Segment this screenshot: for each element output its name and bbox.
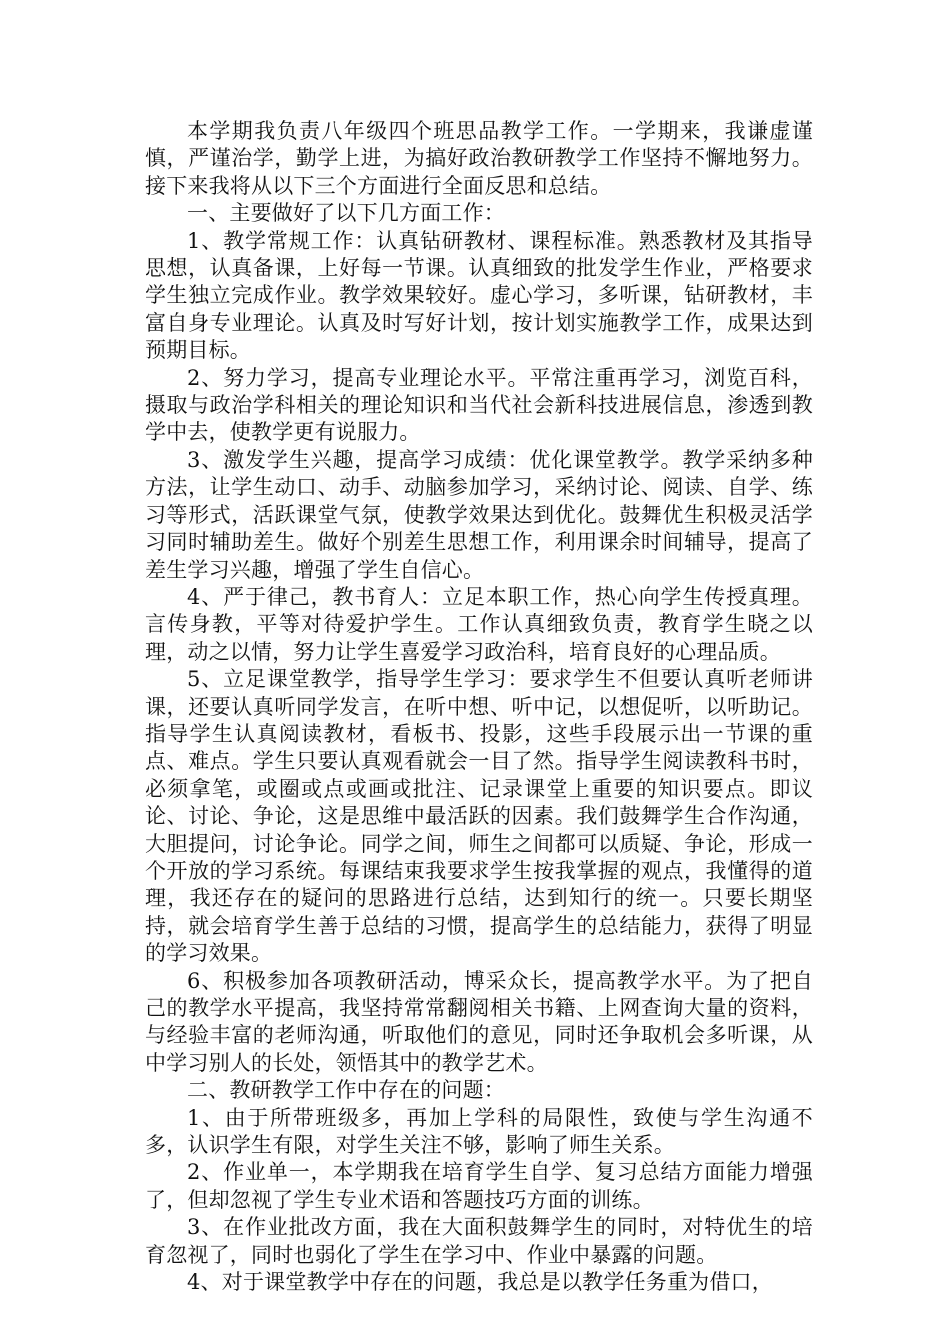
document-body	[145, 118, 813, 1296]
intro-paragraph: 本学期我负责八年级四个班思品教学工作。一学期来，我谦虚谨慎，严谨治学，勤学上进，为搞好政治教研教学工作坚持不懈地努力。接下来我将从以下三个方面进行全面反思和总结。	[145, 119, 813, 198]
work-item-4-paragraph: 4、严于律己，教书育人：立足本职工作，热心向学生传授真理。言传身教，平等对待爱护学生。工作认真细致负责，教育学生晓之以理，动之以情，努力让学生喜爱学习政治科，培育良好的心理品质。	[145, 584, 813, 664]
problem-item-1-paragraph: 1、由于所带班级多，再加上学科的局限性，致使与学生沟通不多，认识学生有限，对学生关注不够，影响了师生关系。	[145, 1105, 813, 1158]
section-heading-problems: 二、教研教学工作中存在的问题：	[187, 1078, 505, 1103]
work-item-5-paragraph: 5、立足课堂教学，指导学生学习：要求学生不但要认真听老师讲课，还要认真听同学发言，在听中想、听中记，以想促听，以听助记。指导学生认真阅读教材，看板书、投影，这些手段展示出一节课的重点、难点。学生只要认真观看就会一目了然。指导学生阅读教科书时，必须拿笔，或圈或点或画或批注、记录课堂上重要的知识要点。即议论、讨论、争论，这是思维中最活跃的因素。我们鼓舞学生合作沟通，大胆提问，讨论争论。同学之间，师生之间都可以质疑、争论，形成一个开放的学习系统。每课结束我要求学生按我掌握的观点，我懂得的道理，我还存在的疑问的思路进行总结，达到知行的统一。只要长期坚持，就会培育学生善于总结的习惯，提高学生的总结能力，获得了明显的学习效果。	[145, 667, 813, 966]
work-item-2-paragraph: 2、努力学习，提高专业理论水平。平常注重再学习，浏览百科，摄取与政治学科相关的理论知识和当代社会新科技进展信息，渗透到教学中去，使教学更有说服力。	[145, 365, 813, 445]
work-item-3-paragraph: 3、激发学生兴趣，提高学习成绩：优化课堂教学。教学采纳多种方法，让学生动口、动手、动脑参加学习，采纳讨论、阅读、自学、练习等形式，活跃课堂气氛，使教学效果达到优化。鼓舞优生积极灵活学习同时辅助差生。做好个别差生思想工作，利用课余时间辅导，提高了差生学习兴趣，增强了学生自信心。	[145, 447, 813, 582]
work-item-6-paragraph: 6、积极参加各项教研活动，博采众长，提高教学水平。为了把自己的教学水平提高，我坚持常常翻阅相关书籍、上网查询大量的资料，与经验丰富的老师沟通，听取他们的意见，同时还争取机会多听课，从中学习别人的长处，领悟其中的教学艺术。	[145, 968, 813, 1075]
section-heading-work-done: 一、主要做好了以下几方面工作：	[187, 201, 505, 226]
problem-item-4-paragraph: 4、对于课堂教学中存在的问题，我总是以教学任务重为借口，	[187, 1270, 773, 1295]
problem-item-3-paragraph: 3、在作业批改方面，我在大面积鼓舞学生的同时，对特优生的培育忽视了，同时也弱化了学生在学习中、作业中暴露的问题。	[145, 1215, 813, 1267]
problem-item-2-paragraph: 2、作业单一，本学期我在培育学生自学、复习总结方面能力增强了，但却忽视了学生专业术语和答题技巧方面的训练。	[145, 1160, 813, 1212]
work-item-1-paragraph: 1、教学常规工作：认真钻研教材、课程标准。熟悉教材及其指导思想，认真备课，上好每一节课。认真细致的批发学生作业，严格要求学生独立完成作业。教学效果较好。虚心学习，多听课，钻研教材，丰富自身专业理论。认真及时写好计划，按计划实施教学工作，成果达到预期目标。	[145, 228, 813, 363]
